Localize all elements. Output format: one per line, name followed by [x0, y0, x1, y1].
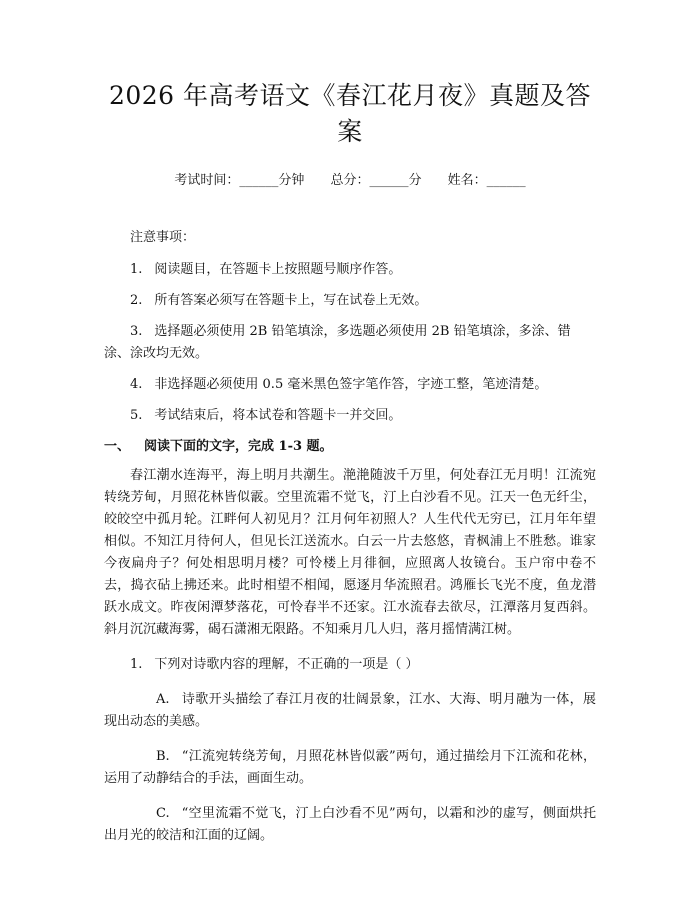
exam-meta	[104, 171, 596, 191]
section-heading-text: 阅读下面的文字，完成 1-3 题。	[144, 439, 333, 454]
notice-item-4	[104, 374, 596, 396]
notice-item-text: 所有答案必须写在答题卡上，写在试卷上无效。	[154, 293, 428, 308]
notice-item-3	[104, 321, 596, 365]
option-label: B.	[156, 749, 170, 764]
notice-item-text: 选择题必须使用 2B 铅笔填涂，多选题必须使用 2B 铅笔填涂，多涂、错涂、涂改均无效。	[104, 324, 571, 361]
option-label: A.	[156, 692, 170, 707]
section-number: 一、	[104, 439, 131, 454]
notice-item-text: 考试结束后，将本试卷和答题卡一并交回。	[154, 408, 402, 423]
notice-item-number: 4.	[130, 377, 143, 392]
poem-text: 春江潮水连海平，海上明月共潮生。滟滟随波千万里，何处春江无月明！江流宛转绕芳甸，月照花林皆似霰。空里流霜不觉飞，汀上白沙看不见。江天一色无纤尘，皎皎空中孤月轮。江畔何人初见月？江月何年初照人？人生代代无穷已，江月年年望相似。不知江月待何人，但见长江送流水。白云一片去悠悠，青枫浦上不胜愁。谁家今夜扁舟子？何处相思明月楼？可怜楼上月徘徊，应照离人妆镜台。玉户帘中卷不去，捣衣砧上拂还来。此时相望不相闻，愿逐月华流照君。鸿雁长飞光不度，鱼龙潜跃水成文。昨夜闲潭梦落花，可怜春半不还家。江水流春去欲尽，江潭落月复西斜。斜月沉沉藏海雾，碣石潇湘无限路。不知乘月几人归，落月摇情满江树。	[104, 468, 596, 637]
option-label: C.	[156, 806, 170, 821]
notice-item-1	[104, 259, 596, 281]
section-heading	[104, 436, 596, 458]
notice-item-2	[104, 290, 596, 312]
notice-item-text: 阅读题目，在答题卡上按照题号顺序作答。	[154, 262, 402, 277]
notice-title: 注意事项：	[130, 230, 196, 245]
total-score-field: 总分：______分	[330, 173, 422, 188]
option-b	[104, 746, 596, 790]
notice-item-number: 1.	[130, 262, 143, 277]
option-a	[104, 689, 596, 733]
question-number: 1.	[130, 657, 143, 672]
exam-time-field: 考试时间：______分钟	[174, 173, 305, 188]
notice-item-5	[104, 405, 596, 427]
notice-item-text: 非选择题必须使用 0.5 毫米黑色签字笔作答，字迹工整，笔迹清楚。	[154, 377, 548, 392]
option-text: “空里流霜不觉飞，汀上白沙看不见”两句，以霜和沙的虚写，侧面烘托出月光的皎洁和江面的辽阔。	[104, 806, 596, 843]
notice-section	[104, 227, 596, 427]
student-name-field: 姓名：______	[447, 173, 526, 188]
notice-item-number: 5.	[130, 408, 143, 423]
question-text: 下列对诗歌内容的理解，不正确的一项是（ ）	[154, 657, 419, 672]
option-text: 诗歌开头描绘了春江月夜的壮阔景象，江水、大海、明月融为一体，展现出动态的美感。	[104, 692, 596, 729]
page-title: 2026 年高考语文《春江花月夜》真题及答案	[108, 81, 592, 146]
question-1	[104, 654, 596, 676]
notice-item-number: 2.	[130, 293, 143, 308]
option-c	[104, 803, 596, 847]
notice-item-number: 3.	[130, 324, 143, 339]
option-text: “江流宛转绕芳甸，月照花林皆似霰”两句，通过描绘月下江流和花林，运用了动静结合的手法，画面生动。	[104, 749, 596, 786]
